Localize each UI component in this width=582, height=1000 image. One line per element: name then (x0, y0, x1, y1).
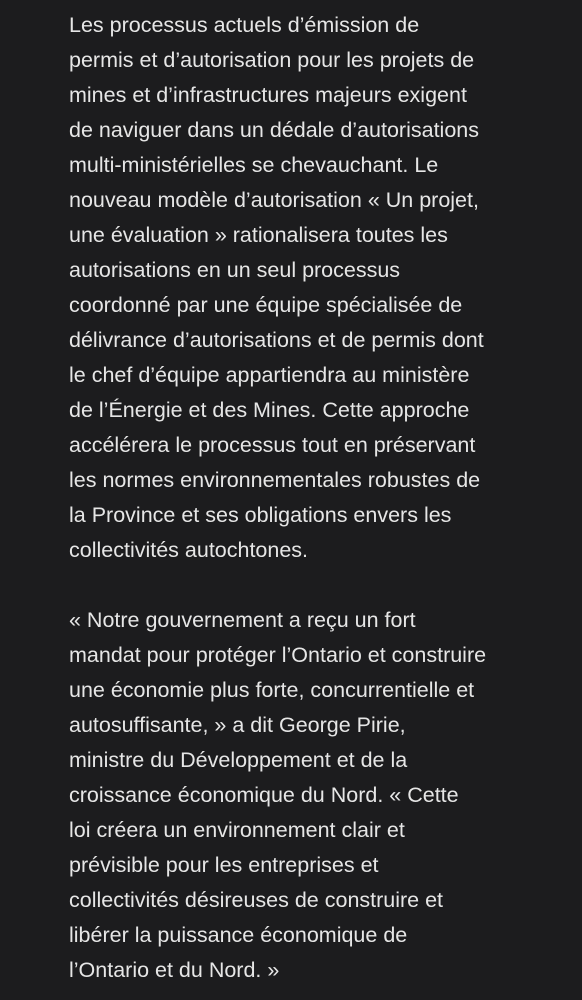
text-line: autorisations en un seul processus (69, 258, 401, 282)
text-line: permis et d’autorisation pour les projets de (69, 48, 475, 72)
text-line: délivrance d’autorisations et de permis dont (69, 328, 484, 352)
text-line: prévisible pour les entreprises et (69, 853, 379, 877)
text-line: mandat pour protéger l’Ontario et construire (69, 643, 487, 667)
text-line: collectivités autochtones. (69, 538, 309, 562)
text-line: accélérera le processus tout en préservant (69, 433, 476, 457)
text-line: l’Ontario et du Nord. » (69, 958, 280, 982)
text-line: une évaluation » rationalisera toutes les (69, 223, 448, 247)
text-line: ministre du Développement et de la (69, 748, 408, 772)
text-line: loi créera un environnement clair et (69, 818, 405, 842)
text-line: « Notre gouvernement a reçu un fort (69, 608, 416, 632)
text-line: les normes environnementales robustes de (69, 468, 481, 492)
text-line: coordonné par une équipe spécialisée de (69, 293, 463, 317)
text-line: de l’Énergie et des Mines. Cette approche (69, 398, 470, 422)
text-line: mines et d’infrastructures majeurs exigent (69, 83, 467, 107)
text-line: multi-ministérielles se chevauchant. Le (69, 153, 439, 177)
text-line: une économie plus forte, concurrentielle et (69, 678, 475, 702)
text-line: libérer la puissance économique de (69, 923, 408, 947)
text-line: collectivités désireuses de construire et (69, 888, 444, 912)
text-line: le chef d’équipe appartiendra au ministère (69, 363, 470, 387)
paragraph-minister-quote (69, 603, 539, 988)
text-line: Les processus actuels d’émission de (69, 13, 420, 37)
text-line: la Province et ses obligations envers les (69, 503, 452, 527)
article-body (69, 8, 539, 988)
paragraph-permitting-process (69, 8, 539, 568)
text-line: croissance économique du Nord. « Cette (69, 783, 459, 807)
text-line: autosuffisante, » a dit George Pirie, (69, 713, 406, 737)
text-line: de naviguer dans un dédale d’autorisations (69, 118, 479, 142)
text-line: nouveau modèle d’autorisation « Un projet, (69, 188, 479, 212)
